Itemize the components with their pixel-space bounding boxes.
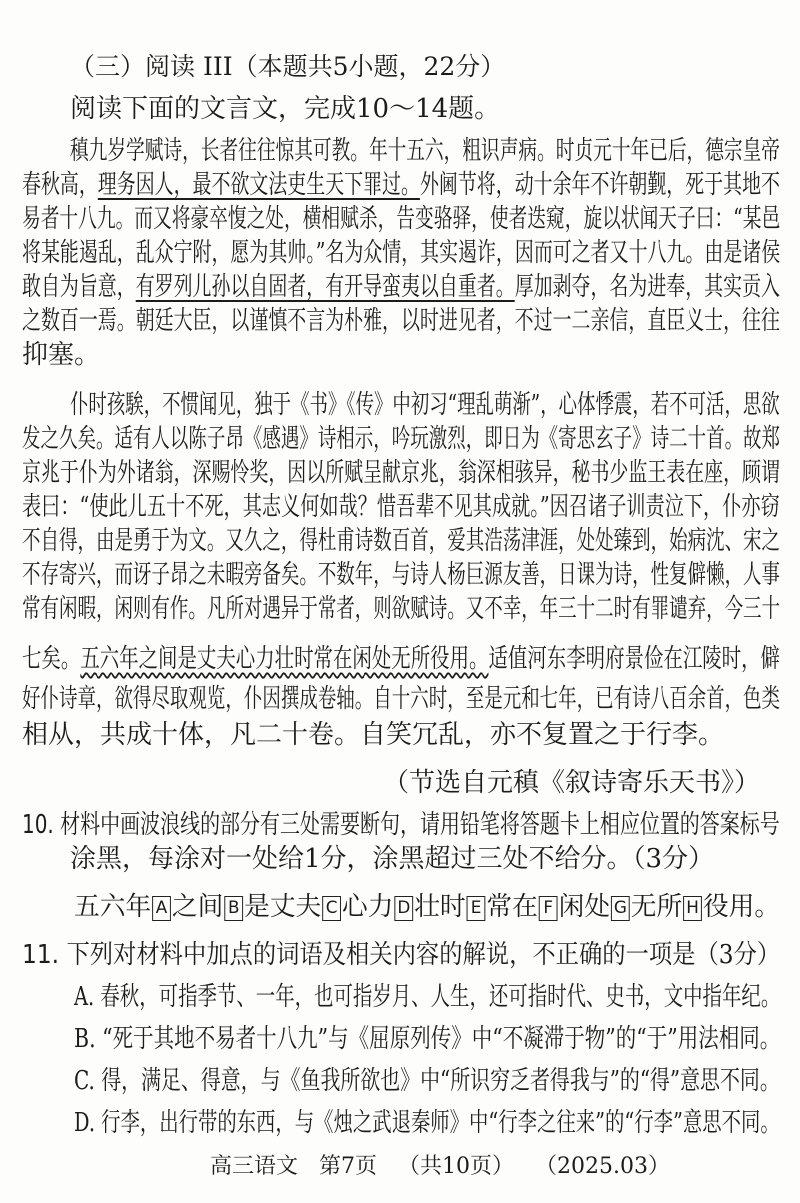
underlined-sentence: 理务因人，最不欲文法吏生天下罪过。 — [97, 170, 420, 200]
segment: 役用。 — [703, 892, 781, 922]
answer-box-A[interactable]: A — [152, 896, 171, 921]
instruction: 阅读下面的文言文，完成10～14题。 — [70, 94, 501, 124]
option-D[interactable]: D. 行李，出行带的东西，与《烛之武退秦师》中“行李之往来”的“行李”意思不同。 — [74, 1108, 780, 1138]
passage-line: 相从，共成十体，凡二十卷。自笑冗乱，亦不复置之于行李。 — [22, 720, 725, 750]
passage-line — [22, 270, 780, 304]
source-citation: （节选自元稹《叙诗寄乐天书》） — [382, 768, 760, 798]
option-A[interactable]: A. 春秋，可指季节、一年，也可指岁月、人生，还可指时代、史书，文中指年纪。 — [74, 982, 781, 1012]
passage-text: 厚加剥夺，名为进奉，其实贡入 — [514, 272, 780, 302]
page-footer — [210, 1150, 670, 1184]
segment: 是丈夫 — [244, 892, 322, 922]
passage-text: 适值河东李明府景俭在江陵时，僻 — [488, 644, 781, 674]
question-text: 材料中画波浪线的部分有三处需要断句，请用铅笔将答题卡上相应位置的答案标号 — [60, 810, 780, 840]
question-11-stem — [22, 938, 780, 972]
passage-line: 仆时孩騃，不惯闻见，独于《书》《传》中初习“理乱萌渐”，心体悸震，若不可活，思欲 — [70, 390, 780, 420]
passage-text: 七矣。 — [22, 644, 81, 674]
wavy-underlined-sentence: 五六年之间是丈夫心力壮时常在闲处无所役用。 — [80, 644, 489, 674]
passage-line: 稹九岁学赋诗，长者往往惊其可教。年十五六，粗识声病。时贞元十年已后，德宗皇帝 — [70, 136, 780, 166]
break-options — [74, 890, 780, 924]
passage-line: 表曰：“使此儿五十不死，其志义何如哉？惜吾辈不见其成就。”因召诸子训责泣下，仆亦窃 — [22, 492, 780, 522]
passage-text: 春秋高， — [22, 170, 98, 200]
answer-box-E[interactable]: E — [467, 896, 486, 921]
segment: 心力 — [342, 892, 394, 922]
question-10-line — [22, 808, 780, 842]
passage-text: 外阃节将，动十余年不许朝觐，死于其地不 — [419, 170, 780, 200]
segment: 无所 — [630, 892, 683, 922]
answer-box-G[interactable]: G — [611, 896, 630, 921]
segment: 壮时 — [414, 892, 466, 922]
passage-line: 将某能遏乱，乱众宁附，愿为其帅。”名为众情，其实遏诈，因而可之者又十八九。由是诸侯 — [22, 238, 781, 268]
underlined-sentence: 有罗列儿孙以自固者，有开导蛮夷以自重者。 — [135, 272, 515, 302]
footer-date: （2025.03） — [534, 1154, 670, 1179]
answer-box-C[interactable]: C — [322, 896, 341, 921]
passage-line — [22, 168, 780, 202]
passage-line: 常有闲暇，闲则有作。凡所对遇异于常者，则欲赋诗。又不幸，年三十二时有罪谴弃，今三十 — [22, 594, 781, 624]
question-10-line: 涂黑，每涂对一处给1分，涂黑超过三处不给分。（3分） — [70, 844, 715, 874]
passage-line: 之数百一焉。朝廷大臣，以谨慎不言为朴雅，以时进见者，不过一二亲信，直臣义士，往往 — [22, 306, 780, 336]
footer-page: 第7页 — [319, 1154, 377, 1179]
passage-line: 发之久矣。适有人以陈子昂《感遇》诗相示，吟玩激烈，即日为《寄思玄子》诗二十首。故郑 — [22, 424, 781, 454]
passage-line: 易者十八九。而又将豪卒愎之处，横相赋杀，告变骆驿，使者迭窥，旋以状闻天子曰：“某邑 — [22, 204, 781, 234]
segment: 常在 — [486, 892, 538, 922]
footer-subject: 高三语文 — [210, 1154, 299, 1179]
question-number: 10. — [22, 810, 54, 840]
option-B[interactable]: B. “死于其地不易者十八九”与《屈原列传》中“不凝滞于物”的“于”用法相同。 — [74, 1024, 781, 1054]
option-C[interactable]: C. 得，满足、得意，与《鱼我所欲也》中“所识穷乏者得我与”的“得”意思不同。 — [74, 1066, 780, 1096]
answer-box-F[interactable]: F — [539, 896, 558, 921]
segment: 之间 — [171, 892, 224, 922]
answer-box-D[interactable]: D — [394, 896, 413, 921]
answer-box-H[interactable]: H — [683, 896, 702, 921]
segment: 闲处 — [558, 892, 611, 922]
passage-line: 不存寄兴，而讶子昂之未暇旁备矣。不数年，与诗人杨巨源友善，日课为诗，性复僻懒，人事 — [22, 560, 781, 590]
answer-box-B[interactable]: B — [224, 896, 243, 921]
passage-line — [22, 642, 780, 676]
segment: 五六年 — [74, 892, 152, 922]
passage-text: 敢自为旨意， — [22, 272, 136, 302]
passage-line: 不自得，由是勇于为文。又久之，得杜甫诗数百首，爱其浩荡津涯，处处臻到，始病沈、宋之 — [22, 526, 781, 556]
section-heading: （三）阅读 III（本题共5小题，22分） — [70, 52, 506, 81]
question-text: 下列对材料中加点的词语及相关内容的解说，不正确的一项是（3分） — [66, 940, 781, 970]
passage-line: 好仆诗章，欲得尽取观览，仆因撰成卷轴。自十六时，至是元和七年，已有诗八百余首，色类 — [22, 684, 781, 714]
passage-line: 抑塞。 — [22, 340, 101, 370]
question-number: 11. — [22, 940, 60, 970]
footer-total: （共10页） — [397, 1154, 514, 1179]
passage-line: 京兆于仆为外诸翁，深赐怜奖，因以所赋呈献京兆，翁深相骇异，秘书少监王表在座，顾谓 — [22, 458, 780, 488]
